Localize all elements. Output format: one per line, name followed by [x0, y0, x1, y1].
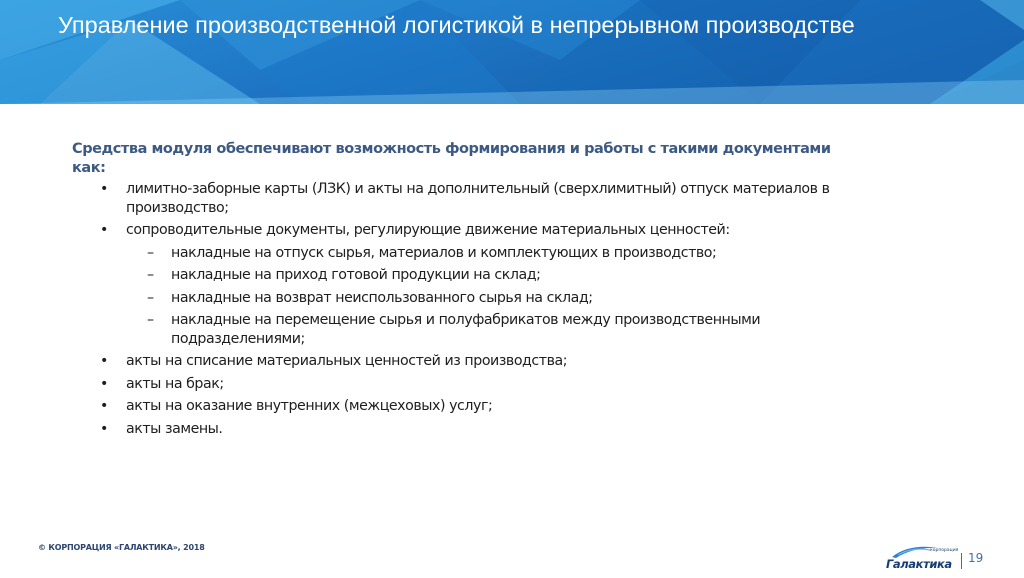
sub-list	[126, 244, 832, 349]
bullet-marker: •	[100, 181, 108, 197]
sub-list-item-text: накладные на отпуск сырья, материалов и комплектующих в производство;	[171, 244, 717, 261]
bullet-marker: •	[100, 375, 108, 392]
document-list	[72, 180, 832, 438]
sub-list-item-text: накладные на возврат неиспользованного сырья на склад;	[171, 289, 593, 306]
logo-subtext: корпорация	[930, 548, 959, 553]
list-item	[72, 221, 832, 348]
dash-marker: –	[147, 312, 154, 328]
list-item	[72, 397, 832, 416]
sub-list-item	[72, 289, 832, 308]
bullet-marker: •	[100, 222, 108, 238]
dash-marker: –	[147, 267, 154, 283]
list-item-text: сопроводительные документы, регулирующие движение материальных ценностей:	[126, 222, 730, 238]
sub-list-item	[72, 311, 832, 348]
header-banner	[0, 0, 1024, 104]
sub-list-item-text: накладные на приход готовой продукции на склад;	[171, 267, 541, 283]
dash-marker: –	[147, 244, 154, 261]
sub-list-item	[72, 266, 832, 285]
bullet-marker: •	[100, 353, 108, 369]
list-item-text: лимитно-заборные карты (ЛЗК) и акты на дополнительный (сверхлимитный) отпуск материалов в производство;	[126, 181, 830, 216]
dash-marker: –	[147, 289, 154, 306]
list-item-text: акты замены.	[126, 420, 223, 437]
intro-heading: Средства модуля обеспечивают возможность формирования и работы с такими документами как:	[72, 141, 831, 176]
page-number: 19	[968, 551, 984, 565]
bullet-marker: •	[100, 398, 108, 414]
sub-list-item-text: накладные на перемещение сырья и полуфабрикатов между производственными подразделениями;	[171, 312, 761, 347]
list-item	[72, 352, 832, 371]
content-area	[72, 140, 832, 442]
list-item	[72, 420, 832, 439]
copyright-notice: © КОРПОРАЦИЯ «ГАЛАКТИКА», 2018	[38, 543, 205, 552]
list-item-text: акты на брак;	[126, 375, 224, 392]
sub-list-item	[72, 244, 832, 263]
list-item	[72, 180, 832, 217]
list-item-text: акты на списание материальных ценностей из производства;	[126, 353, 568, 369]
bullet-marker: •	[100, 420, 108, 437]
list-item-text: акты на оказание внутренних (межцеховых) услуг;	[126, 398, 493, 414]
list-item	[72, 375, 832, 394]
company-logo	[878, 543, 960, 573]
page-number-divider	[961, 553, 962, 569]
slide-title: Управление производственной логистикой в непрерывном производстве	[58, 12, 855, 38]
logo-text: Галактика	[886, 557, 952, 571]
